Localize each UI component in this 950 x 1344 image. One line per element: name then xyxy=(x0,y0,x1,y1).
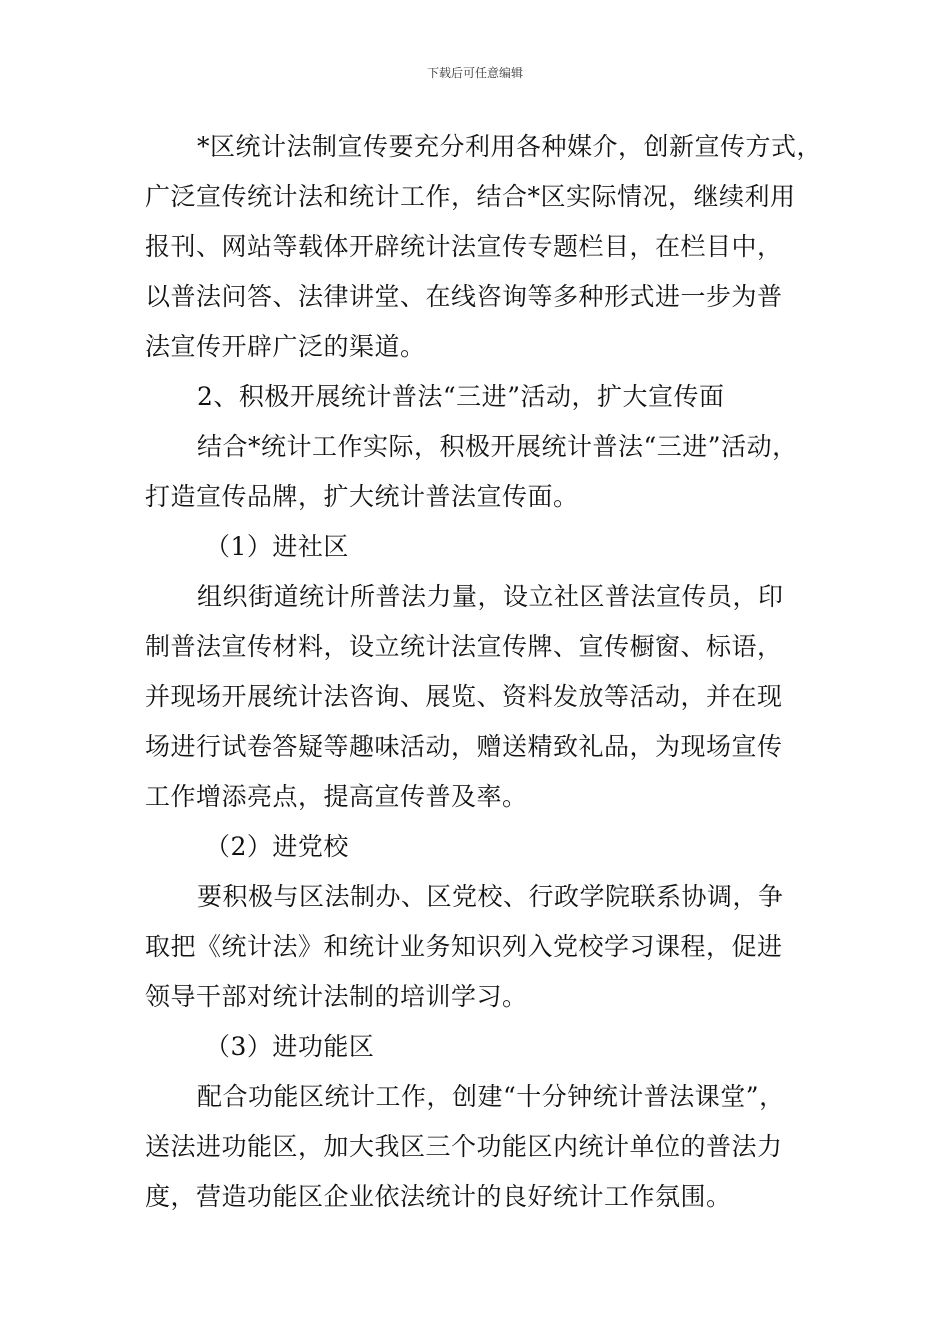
text-line: 场进行试卷答疑等趣味活动，赠送精致礼品，为现场宣传 xyxy=(145,732,783,761)
text-line: 报刊、网站等载体开辟统计法宣传专题栏目，在栏目中， xyxy=(145,232,783,261)
text-line: 广泛宣传统计法和统计工作，结合*区实际情况，继续利用 xyxy=(145,182,796,211)
text-line: 取把《统计法》和统计业务知识列入党校学习课程，促进 xyxy=(145,932,783,961)
section-heading: 2、积极开展统计普法“三进”活动，扩大宣传面 xyxy=(197,382,725,411)
text-line: *区统计法制宣传要充分利用各种媒介，创新宣传方式， xyxy=(197,132,823,161)
subsection-heading: （2）进党校 xyxy=(205,832,349,861)
page-header-note: 下载后可任意编辑 xyxy=(426,66,523,80)
document-body xyxy=(145,122,823,1222)
text-line: 要积极与区法制办、区党校、行政学院联系协调，争 xyxy=(197,882,784,911)
text-line: 领导干部对统计法制的培训学习。 xyxy=(145,982,528,1011)
text-line: 工作增添亮点，提高宣传普及率。 xyxy=(145,782,528,811)
text-line: 送法进功能区，加大我区三个功能区内统计单位的普法力 xyxy=(145,1132,783,1161)
text-line: 制普法宣传材料，设立统计法宣传牌、宣传橱窗、标语， xyxy=(145,632,783,661)
text-line: 度，营造功能区企业依法统计的良好统计工作氛围。 xyxy=(145,1182,732,1211)
subsection-heading: （3）进功能区 xyxy=(205,1032,375,1061)
text-line: 以普法问答、法律讲堂、在线咨询等多种形式进一步为普 xyxy=(145,282,783,311)
text-line: 组织街道统计所普法力量，设立社区普法宣传员，印 xyxy=(197,582,784,611)
text-line: 并现场开展统计法咨询、展览、资料发放等活动，并在现 xyxy=(145,682,783,711)
subsection-heading: （1）进社区 xyxy=(205,532,349,561)
text-line: 法宣传开辟广泛的渠道。 xyxy=(145,332,426,361)
text-line: 配合功能区统计工作，创建“十分钟统计普法课堂”， xyxy=(197,1082,785,1111)
text-line: 打造宣传品牌，扩大统计普法宣传面。 xyxy=(145,482,579,511)
text-line: 结合*统计工作实际，积极开展统计普法“三进”活动， xyxy=(197,432,798,461)
